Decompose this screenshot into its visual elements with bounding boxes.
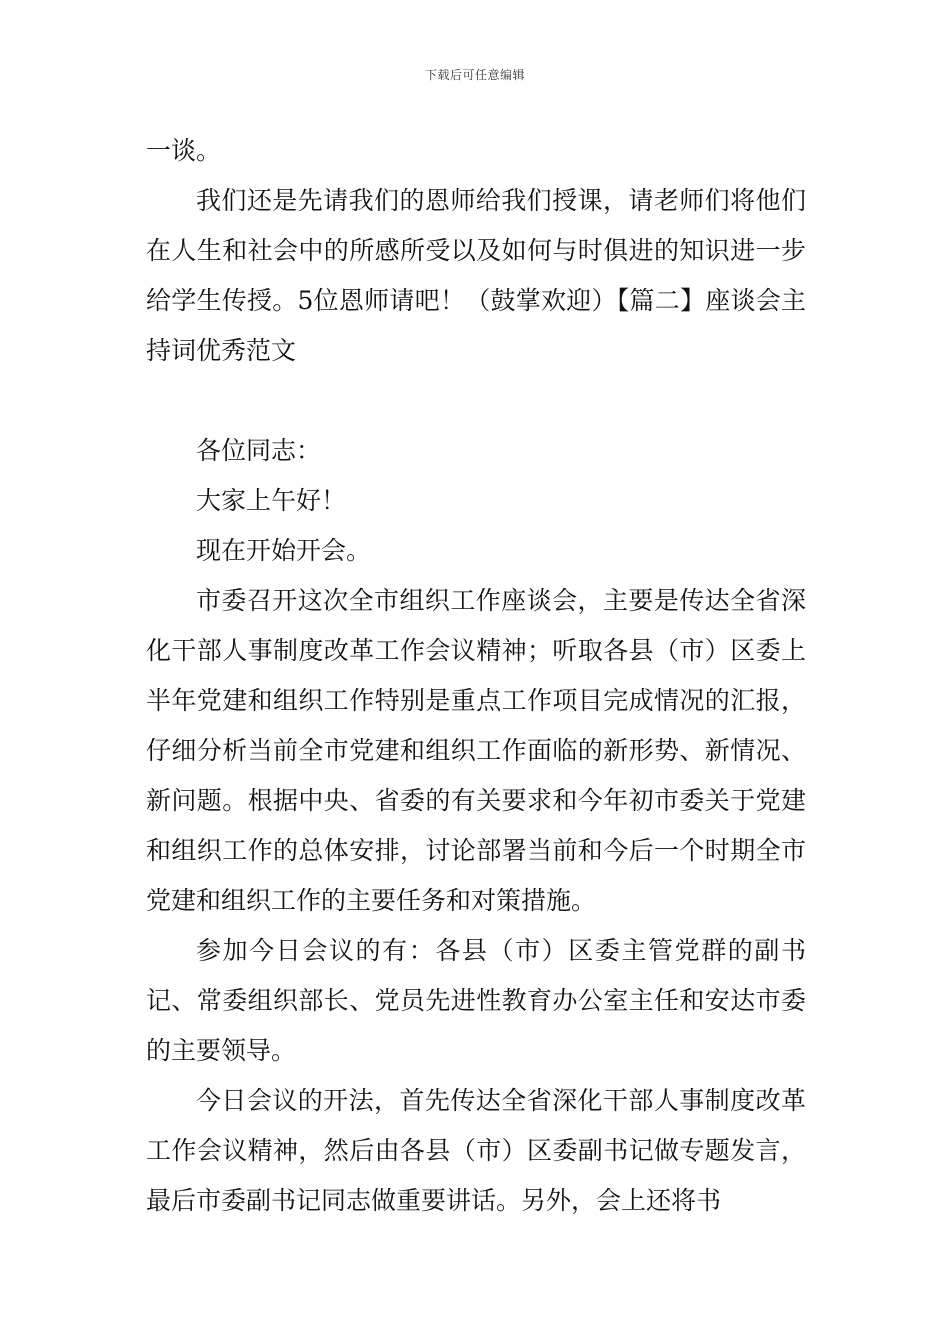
paragraph-3: 各位同志： — [196, 436, 322, 465]
blank-line — [146, 376, 806, 426]
paragraph-5: 现在开始开会。 — [196, 536, 372, 565]
paragraph-2: 我们还是先请我们的恩师给我们授课，请老师们将他们在人生和社会中的所感所受以及如何与时俱进的知识进一步给学生传授。5位恩师请吧！（鼓掌欢迎）【篇二】座谈会主持词优秀范文 — [146, 186, 806, 365]
paragraph-7: 参加今日会议的有：各县（市）区委主管党群的副书记、常委组织部长、党员先进性教育办公室主任和安达市委的主要领导。 — [146, 936, 806, 1065]
paragraph-4: 大家上午好！ — [196, 486, 347, 515]
page-header: 下载后可任意编辑 — [424, 68, 525, 82]
document-body — [146, 126, 806, 1226]
paragraph-8: 今日会议的开法，首先传达全省深化干部人事制度改革工作会议精神，然后由各县（市）区委副书记做专题发言，最后市委副书记同志做重要讲话。另外，会上还将书 — [146, 1086, 806, 1215]
paragraph-6: 市委召开这次全市组织工作座谈会，主要是传达全省深化干部人事制度改革工作会议精神；听取各县（市）区委上半年党建和组织工作特别是重点工作项目完成情况的汇报，仔细分析当前全市党建和组织工作面临的新形势、新情况、新问题。根据中央、省委的有关要求和今年初市委关于党建和组织工作的总体安排，讨论部署当前和今后一个时期全市党建和组织工作的主要任务和对策措施。 — [146, 586, 806, 915]
paragraph-1: 一谈。 — [146, 136, 222, 165]
